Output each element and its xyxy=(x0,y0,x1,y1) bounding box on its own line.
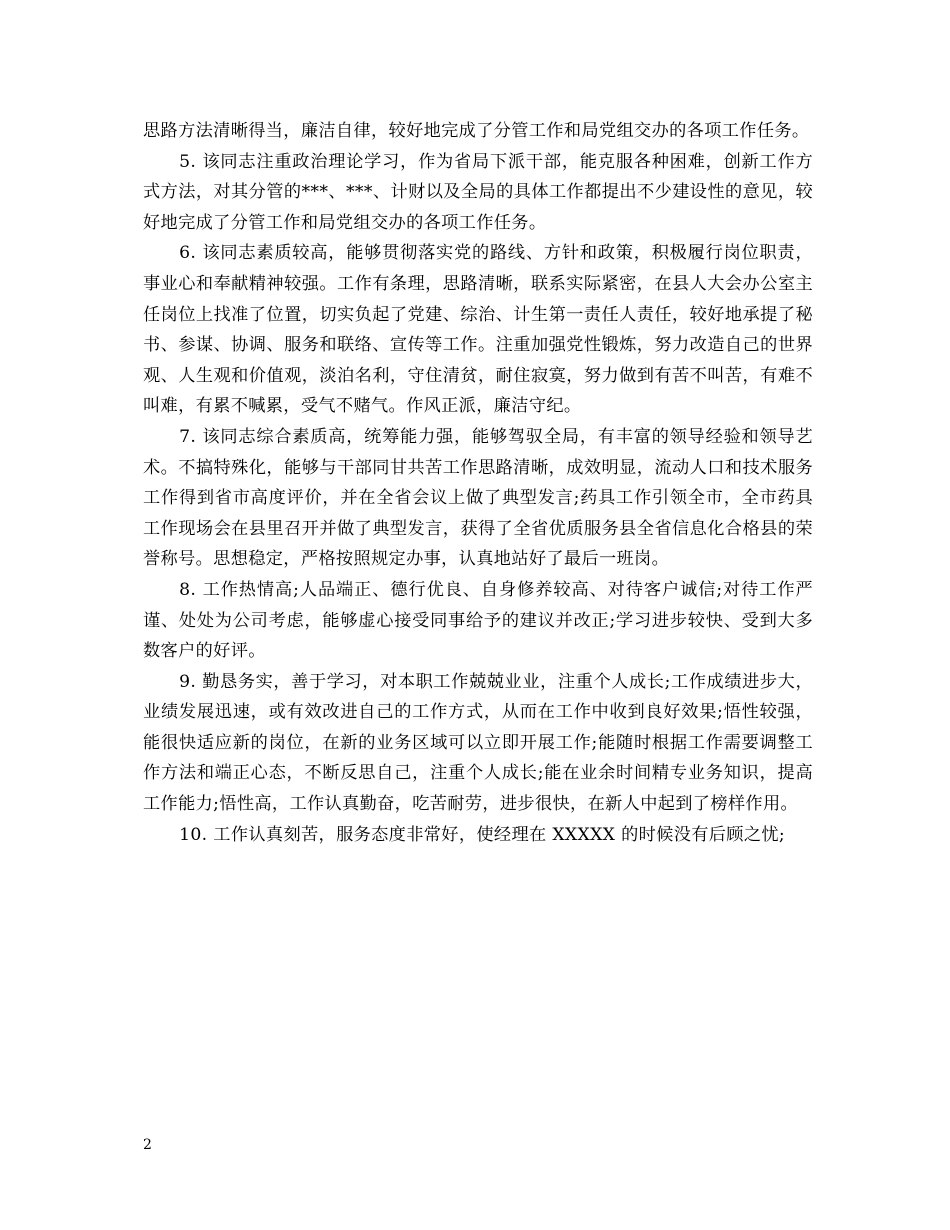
paragraph-item-5: 5. 该同志注重政治理论学习，作为省局下派干部，能克服各种困难，创新工作方式方法，对其分管的***、***、计财以及全局的具体工作都提出不少建设性的意见，较好地完成了分管工作和局党组交办的各项工作任务。 xyxy=(143,151,813,233)
paragraph-item-7: 7. 该同志综合素质高，统筹能力强，能够驾驭全局，有丰富的领导经验和领导艺术。不搞特殊化，能够与干部同甘共苦工作思路清晰，成效明显，流动人口和技术服务工作得到省市高度评价，并在全省会议上做了典型发言;药具工作引领全市，全市药具工作现场会在县里召开并做了典型发言，获得了全省优质服务县全省信息化合格县的荣誉称号。思想稳定，严格按照规定办事，认真地站好了最后一班岗。 xyxy=(143,426,813,570)
paragraph-item-10: 10. 工作认真刻苦，服务态度非常好，使经理在 XXXXX 的时候没有后顾之忧; xyxy=(179,824,786,845)
page-number: 2 xyxy=(143,1137,152,1153)
paragraph-continuation: 思路方法清晰得当，廉洁自律，较好地完成了分管工作和局党组交办的各项工作任务。 xyxy=(143,121,810,141)
paragraph-item-8: 8. 工作热情高;人品端正、德行优良、自身修养较高、对待客户诚信;对待工作严谨、处处为公司考虑，能够虚心接受同事给予的建议并改正;学习进步较快、受到大多数客户的好评。 xyxy=(143,579,813,662)
document-body xyxy=(143,116,813,850)
paragraph-item-9: 9. 勤恳务实，善于学习，对本职工作兢兢业业，注重个人成长;工作成绩进步大，业绩发展迅速，或有效改进自己的工作方式，从而在工作中收到良好效果;悟性较强，能很快适应新的岗位，在新的业务区域可以立即开展工作;能随时根据工作需要调整工作方法和端正心态，不断反思自己，注重个人成长;能在业余时间精专业务知识，提高工作能力;悟性高，工作认真勤奋，吃苦耐劳，进步很快，在新人中起到了榜样作用。 xyxy=(143,671,813,815)
paragraph-item-6: 6. 该同志素质较高，能够贯彻落实党的路线、方针和政策，积极履行岗位职责，事业心和奉献精神较强。工作有条理，思路清晰，联系实际紧密，在县人大会办公室主任岗位上找准了位置，切实负起了党建、综治、计生第一责任人责任，较好地承提了秘书、参谋、协调、服务和联络、宣传等工作。注重加强党性锻炼，努力改造自己的世界观、人生观和价值观，淡泊名利，守住清贫，耐住寂寞，努力做到有苦不叫苦，有难不叫难，有累不喊累，受气不赌气。作风正派，廉洁守纪。 xyxy=(143,243,813,417)
